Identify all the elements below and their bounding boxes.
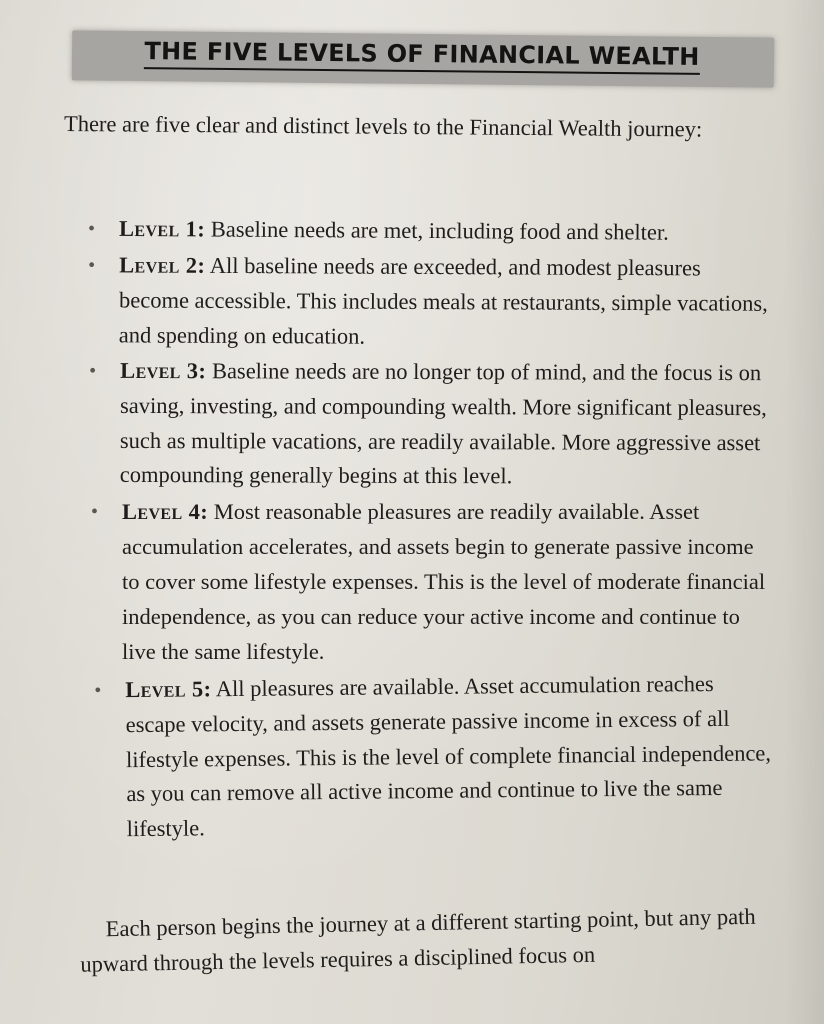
level-label: Level 3: <box>120 358 207 384</box>
bullet-icon: • <box>91 501 99 524</box>
bullet-icon: • <box>89 360 97 383</box>
level-description: Baseline needs are met, including food and shelter. <box>210 216 669 245</box>
bullet-icon: • <box>88 254 96 277</box>
level-description: Most reasonable pleasures are readily available. Asset accumulation accelerates, and assets begin to generate passive income to cover some lifestyle expenses. This is the level of moderate financial independence, as you can reduce your active income and continue to live the same lifestyle. <box>122 499 766 664</box>
levels-list <box>87 214 772 845</box>
level-label: Level 2: <box>119 252 206 278</box>
section-heading-text: THE FIVE LEVELS OF FINANCIAL WEALTH <box>144 37 699 75</box>
intro-paragraph: There are five clear and distinct levels to the Financial Wealth journey: <box>63 110 703 142</box>
level-label: Level 4: <box>122 499 209 525</box>
list-item-level-4 <box>91 495 771 669</box>
level-label: Level 1: <box>118 215 206 242</box>
level-description: Baseline needs are no longer top of mind, and the focus is on saving, investing, and compounding wealth. More significant pleasures, such as multiple vacations, are readily available. More aggressive asset compounding generally begins at this level. <box>119 358 767 489</box>
list-item-level-2 <box>88 248 769 356</box>
closing-paragraph: Each person begins the journey at a different starting point, but any path upward through the levels requires a disciplined focus on <box>80 903 756 977</box>
level-label: Level 5: <box>125 676 212 703</box>
bullet-icon: • <box>87 217 96 240</box>
bullet-icon: • <box>94 679 102 702</box>
list-item-level-1 <box>88 212 768 252</box>
list-item-level-3 <box>89 354 769 496</box>
page-edge-shadow <box>784 0 824 1024</box>
list-item-level-5 <box>94 667 776 848</box>
level-description: All baseline needs are exceeded, and modest pleasures become accessible. This includes meals at restaurants, simple vacations, and spending on education. <box>118 252 768 349</box>
level-description: All pleasures are available. Asset accumulation reaches escape velocity, and assets generate passive income in excess of all lifestyle expenses. This is the level of complete financial independence, as you can remove all active income and continue to live the same lifestyle. <box>125 671 772 842</box>
